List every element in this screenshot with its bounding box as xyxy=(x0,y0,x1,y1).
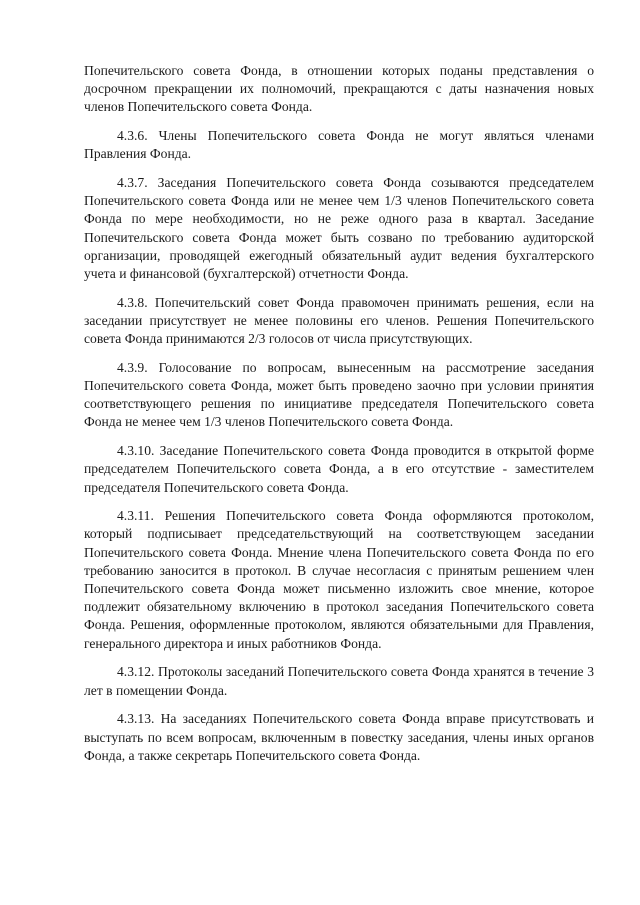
paragraph-4-3-8: 4.3.8. Попечительский совет Фонда правомочен принимать решения, если на заседании присутствует не менее половины его членов. Решения Попечительского совета Фонда принимаются 2/3 голосов от числа присутствующих. xyxy=(84,294,594,347)
paragraph-4-3-9: 4.3.9. Голосование по вопросам, вынесенным на рассмотрение заседания Попечительского совета Фонда, может быть проведено заочно при условии принятия соответствующего решения по инициативе председателя Попечительского совета Фонда не менее чем 1/3 членов Попечительского совета Фонда. xyxy=(84,359,594,430)
paragraph-continuation: Попечительского совета Фонда, в отношении которых поданы представления о досрочном прекращении их полномочий, прекращаются с даты назначения новых членов Попечительского совета Фонда. xyxy=(84,63,594,115)
paragraph-4-3-7: 4.3.7. Заседания Попечительского совета Фонда созываются председателем Попечительского совета Фонда или не менее чем 1/3 членов Попечительского совета Фонда по мере необходимости, но не реже одного раза в квартал. Заседание Попечительского совета Фонда может быть созвано по требованию аудиторской организации, проводящей ежегодный обязательный аудит ведения бухгалтерского учета и финансовой (бухгалтерской) отчетности Фонда. xyxy=(84,175,594,282)
paragraph-4-3-6: 4.3.6. Члены Попечительского совета Фонда не могут являться членами Правления Фонда. xyxy=(84,128,594,162)
document-page xyxy=(84,62,594,775)
paragraph-4-3-13: 4.3.13. На заседаниях Попечительского совета Фонда вправе присутствовать и выступать по всем вопросам, включенным в повестку заседания, члены иных органов Фонда, а также секретарь Попечительского совета Фонда. xyxy=(84,711,594,763)
paragraph-4-3-12: 4.3.12. Протоколы заседаний Попечительского совета Фонда хранятся в течение 3 лет в помещении Фонда. xyxy=(84,664,594,698)
paragraph-4-3-11: 4.3.11. Решения Попечительского совета Фонда оформляются протоколом, который подписывает председательствующий на соответствующем заседании Попечительского совета Фонда. Мнение члена Попечительского совета Фонда по его требованию заносится в протокол. В случае несогласия с принятым решением член Попечительского совета Фонда может письменно изложить свое мнение, которое подлежит обязательному включению в протокол заседания Попечительского совета Фонда. Решения, оформленные протоколом, являются обязательными для Правления, генерального директора и иных работников Фонда. xyxy=(84,508,594,651)
paragraph-4-3-10: 4.3.10. Заседание Попечительского совета Фонда проводится в открытой форме председателем Попечительского совета Фонда, а в его отсутствие - заместителем председателя Попечительского совета Фонда. xyxy=(84,443,594,495)
